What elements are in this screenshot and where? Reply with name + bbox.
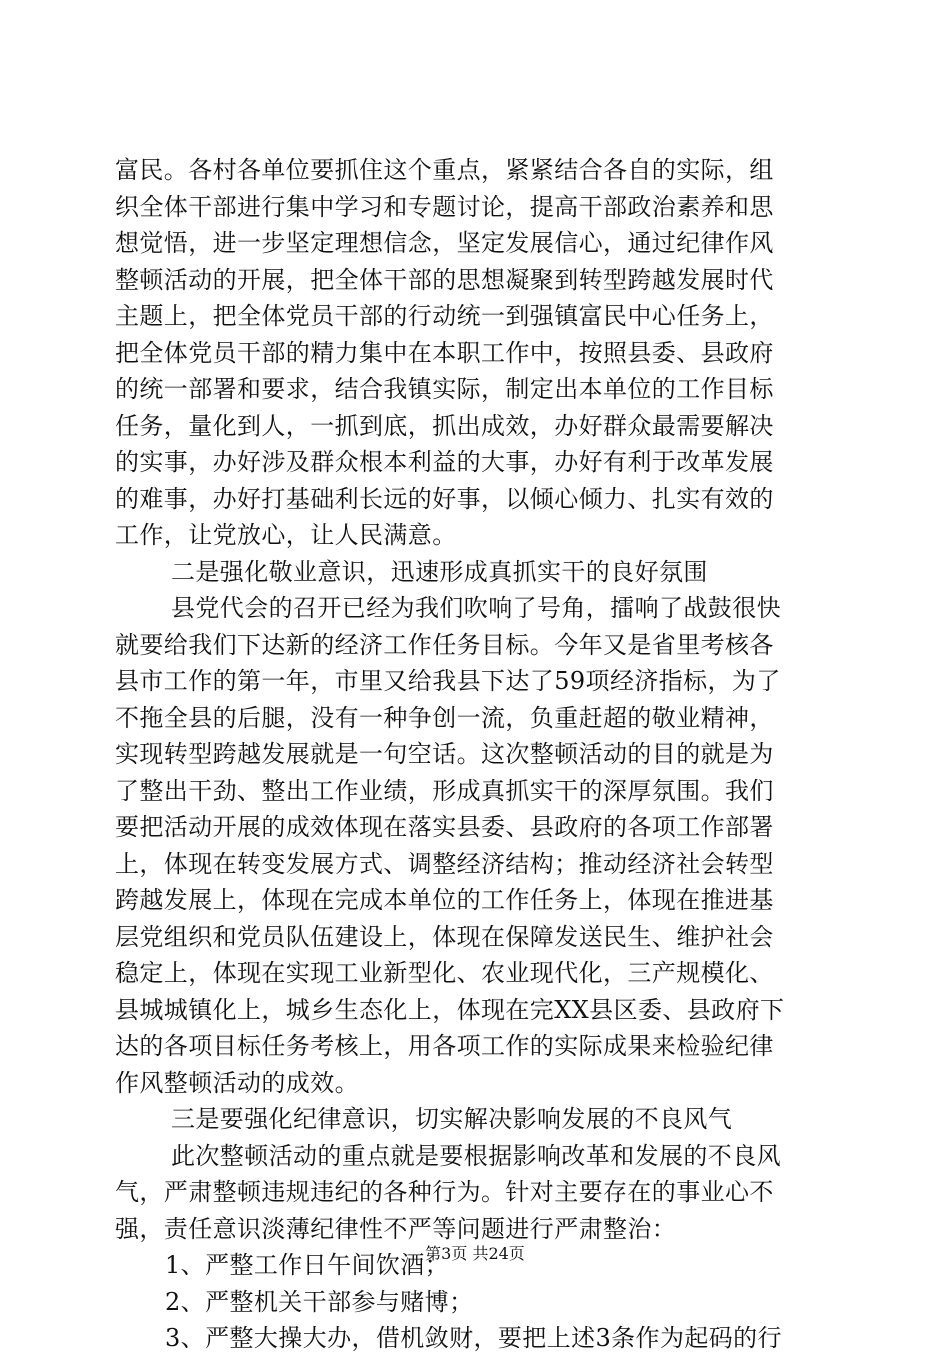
- text-line: 县市工作的第一年，市里又给我县下达了59项经济指标，为了: [115, 667, 781, 695]
- text-line: 把全体党员干部的精力集中在本职工作中，按照县委、县政府: [115, 338, 774, 367]
- text-line: 达的各项目标任务考核上，用各项工作的实际成果来检验纪律: [115, 1032, 774, 1060]
- text-line: 的难事，办好打基础利长远的好事，以倾心倾力、扎实有效的: [115, 484, 774, 513]
- text-line: 县党代会的召开已经为我们吹响了号角，擂响了战鼓很快: [171, 594, 781, 622]
- page-number-footer: 第3页 共24页: [425, 1244, 525, 1263]
- text-line: 强，责任意识淡薄纪律性不严等问题进行严肃整治：: [115, 1214, 677, 1243]
- text-line: 任务，量化到人，一抓到底，抓出成效，办好群众最需要解决: [115, 411, 774, 440]
- text-line: 织全体干部进行集中学习和专题讨论，提高干部政治素养和思: [115, 192, 774, 221]
- text-line: 县城城镇化上，城乡生态化上，体现在完XX县区委、县政府下: [115, 995, 785, 1024]
- text-line: 了整出干劲、整出工作业绩，形成真抓实干的深厚氛围。我们: [115, 776, 774, 805]
- text-line: 要把活动开展的成效体现在落实县委、县政府的各项工作部署: [115, 813, 774, 841]
- list-item: 3、严整大操大办，借机敛财，要把上述3条作为起码的行: [165, 1324, 782, 1352]
- text-line: 跨越发展上，体现在完成本单位的工作任务上，体现在推进基: [115, 886, 774, 914]
- text-line: 富民。各村各单位要抓住这个重点，紧紧结合各自的实际，组: [115, 156, 774, 184]
- section-heading-2: 二是强化敬业意识，迅速形成真抓实干的良好氛围: [171, 557, 708, 586]
- list-item: 1、严整工作日午间饮酒；: [165, 1251, 450, 1279]
- text-line: 想觉悟，进一步坚定理想信念，坚定发展信心，通过纪律作风: [115, 229, 774, 257]
- text-line: 的统一部署和要求，结合我镇实际，制定出本单位的工作目标: [115, 375, 774, 403]
- document-body: [115, 152, 835, 1357]
- text-line: 稳定上，体现在实现工业新型化、农业现代化，三产规模化、: [115, 959, 774, 987]
- text-line: 实现转型跨越发展就是一句空话。这次整顿活动的目的就是为: [115, 740, 774, 768]
- text-line: 气，严肃整顿违规违纪的各种行为。针对主要存在的事业心不: [115, 1178, 774, 1206]
- text-line: 整顿活动的开展，把全体干部的思想凝聚到转型跨越发展时代: [115, 265, 774, 294]
- text-line: 作风整顿活动的成效。: [115, 1068, 359, 1097]
- text-line: 层党组织和党员队伍建设上，体现在保障发送民生、维护社会: [115, 922, 774, 951]
- text-line: 上，体现在转变发展方式、调整经济结构；推动经济社会转型: [115, 849, 774, 878]
- text-line: 不拖全县的后腿，没有一种争创一流，负重赶超的敬业精神，: [115, 703, 774, 732]
- section-heading-3: 三是要强化纪律意识，切实解决影响发展的不良风气: [171, 1105, 733, 1133]
- list-item: 2、严整机关干部参与赌博；: [165, 1287, 474, 1316]
- text-line: 就要给我们下达新的经济工作任务目标。今年又是省里考核各: [115, 630, 774, 659]
- text-line: 主题上，把全体党员干部的行动统一到强镇富民中心任务上，: [115, 302, 774, 330]
- text-line: 此次整顿活动的重点就是要根据影响改革和发展的不良风: [171, 1141, 781, 1170]
- text-line: 工作，让党放心，让人民满意。: [115, 521, 457, 549]
- text-line: 的实事，办好涉及群众根本利益的大事，办好有利于改革发展: [115, 448, 774, 476]
